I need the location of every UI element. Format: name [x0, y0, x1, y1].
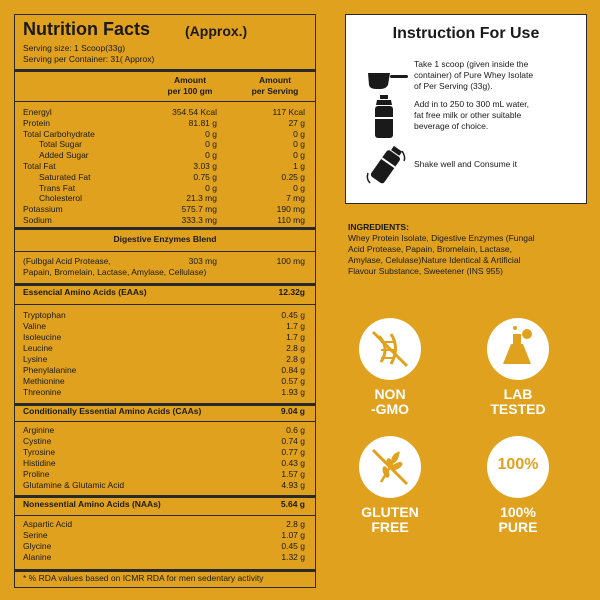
serving-per-container: Serving per Container: 31( Approx) — [23, 54, 155, 64]
pure-badge — [487, 436, 549, 498]
naa-title: Nonessential Amino Acids (NAAs) 5.64 g — [23, 499, 305, 509]
ingredients-heading: INGREDIENTS: — [348, 222, 409, 232]
nutrition-title: Nutrition Facts — [23, 19, 151, 39]
table-row: Protein 81.81 g 27 g — [23, 117, 305, 128]
divider — [15, 69, 315, 72]
list-item: Methionine 0.57 g — [23, 376, 305, 386]
enzymes-row: (Fulbgal Acid Protease, 303 mg 100 mg — [23, 256, 305, 266]
ingredients-line: Acid Protease, Papain, Bromelain, Lactase, — [348, 244, 512, 254]
table-row: Trans Fat 0 g 0 g — [39, 182, 305, 193]
lab-tested-badge — [487, 318, 549, 380]
list-item: Histidine 0.43 g — [23, 458, 305, 468]
table-row: Added Sugar 0 g 0 g — [39, 150, 305, 161]
divider — [15, 421, 315, 422]
list-item: Valine 1.7 g — [23, 321, 305, 331]
nutrition-approx: (Approx.) — [185, 23, 248, 39]
list-item: Alanine 1.32 g — [23, 552, 305, 562]
caa-title: Conditionally Essential Amino Acids (CAAs) 9.04 g — [23, 406, 305, 416]
serving-size: Serving size: 1 Scoop(33g) — [23, 43, 126, 53]
divider — [15, 515, 315, 516]
ingredients-line: Whey Protein Isolate, Digestive Enzymes (Fungal — [348, 233, 535, 243]
table-row: Total Fat 3.03 g 1 g — [23, 161, 305, 171]
list-item: Serine 1.07 g — [23, 530, 305, 540]
shake-icon — [364, 143, 408, 189]
pure-label: 100% PURE — [498, 504, 538, 535]
col-head-serving: Amount per Serving — [251, 75, 299, 96]
list-item: Threonine 1.93 g — [23, 387, 305, 397]
table-row: Total Carbohydrate 0 g 0 g — [23, 128, 305, 139]
instruction-step-1: Take 1 scoop (given inside the container) of Pure Whey Isolate of Per Serving (33g). — [414, 59, 534, 91]
list-item: Tryptophan 0.45 g — [23, 310, 305, 320]
col-head-100g: Amount per 100 gm — [167, 75, 213, 96]
divider — [15, 283, 315, 286]
list-item: Leucine 2.8 g — [23, 343, 305, 353]
list-item: Tyrosine 0.77 g — [23, 447, 305, 457]
list-item: Isoleucine 1.7 g — [23, 332, 305, 342]
scoop-icon — [366, 67, 410, 93]
pure-100-icon: 100% — [497, 456, 539, 473]
shaker-bottle-icon — [372, 95, 396, 139]
ingredients-line: Flavour Substance, Sweetener (INS 955) — [348, 266, 503, 276]
non-gmo-icon — [359, 318, 421, 380]
enzymes-title: Digestive Enzymes Blend — [113, 234, 217, 244]
list-item: Proline 1.57 g — [23, 469, 305, 479]
list-item: Glycine 0.45 g — [23, 541, 305, 551]
divider — [15, 495, 315, 498]
instructions-title: Instruction For Use — [392, 25, 540, 42]
divider — [15, 251, 315, 252]
table-row: Potassium 575.7 mg 190 mg — [23, 204, 305, 215]
lab-flask-icon — [487, 318, 549, 380]
instructions-panel — [345, 14, 587, 204]
list-item: Arginine 0.6 g — [23, 425, 305, 435]
ingredients-line: Amylase, Celulase)Nature Identical & Artificial — [348, 255, 521, 265]
instruction-step-2: Add in to 250 to 300 mL water, fat free milk or other suitable beverage of choice. — [414, 99, 529, 131]
eaa-title: Essencial Amino Acids (EAAs) 12.32g — [23, 287, 305, 297]
list-item: Aspartic Acid 2.8 g — [23, 519, 305, 529]
non-gmo-badge — [359, 318, 421, 380]
table-row: Cholesterol 21.3 mg 7 mg — [39, 193, 305, 204]
table-row: Energyl 354.54 Kcal 117 Kcal — [23, 107, 305, 117]
list-item: Cystine 0.74 g — [23, 436, 305, 446]
enzymes-row-2: Papain, Bromelain, Lactase, Amylase, Cellulase) — [23, 267, 207, 277]
gluten-free-label: GLUTEN FREE — [361, 504, 419, 535]
table-row: Saturated Fat 0.75 g 0.25 g — [39, 171, 305, 182]
instruction-step-3: Shake well and Consume it — [414, 159, 518, 169]
ingredients — [348, 222, 588, 277]
gluten-free-icon — [359, 436, 421, 498]
non-gmo-label: NON -GMO — [370, 386, 410, 417]
list-item: Glutamine & Glutamic Acid 4.93 g — [23, 480, 305, 490]
divider — [15, 101, 315, 102]
divider — [15, 569, 315, 572]
gluten-free-badge — [359, 436, 421, 498]
table-row: Sodium 333.3 mg 110 mg — [23, 215, 305, 225]
table-row: Total Sugar 0 g 0 g — [39, 139, 305, 150]
lab-tested-label: LAB TESTED — [490, 386, 546, 417]
divider — [15, 304, 315, 305]
divider — [15, 227, 315, 230]
list-item: Lysine 2.8 g — [23, 354, 305, 364]
nutrition-facts-panel — [14, 14, 316, 588]
footnote: * % RDA values based on ICMR RDA for men sedentary activity — [23, 573, 264, 583]
list-item: Phenylalanine 0.84 g — [23, 365, 305, 375]
